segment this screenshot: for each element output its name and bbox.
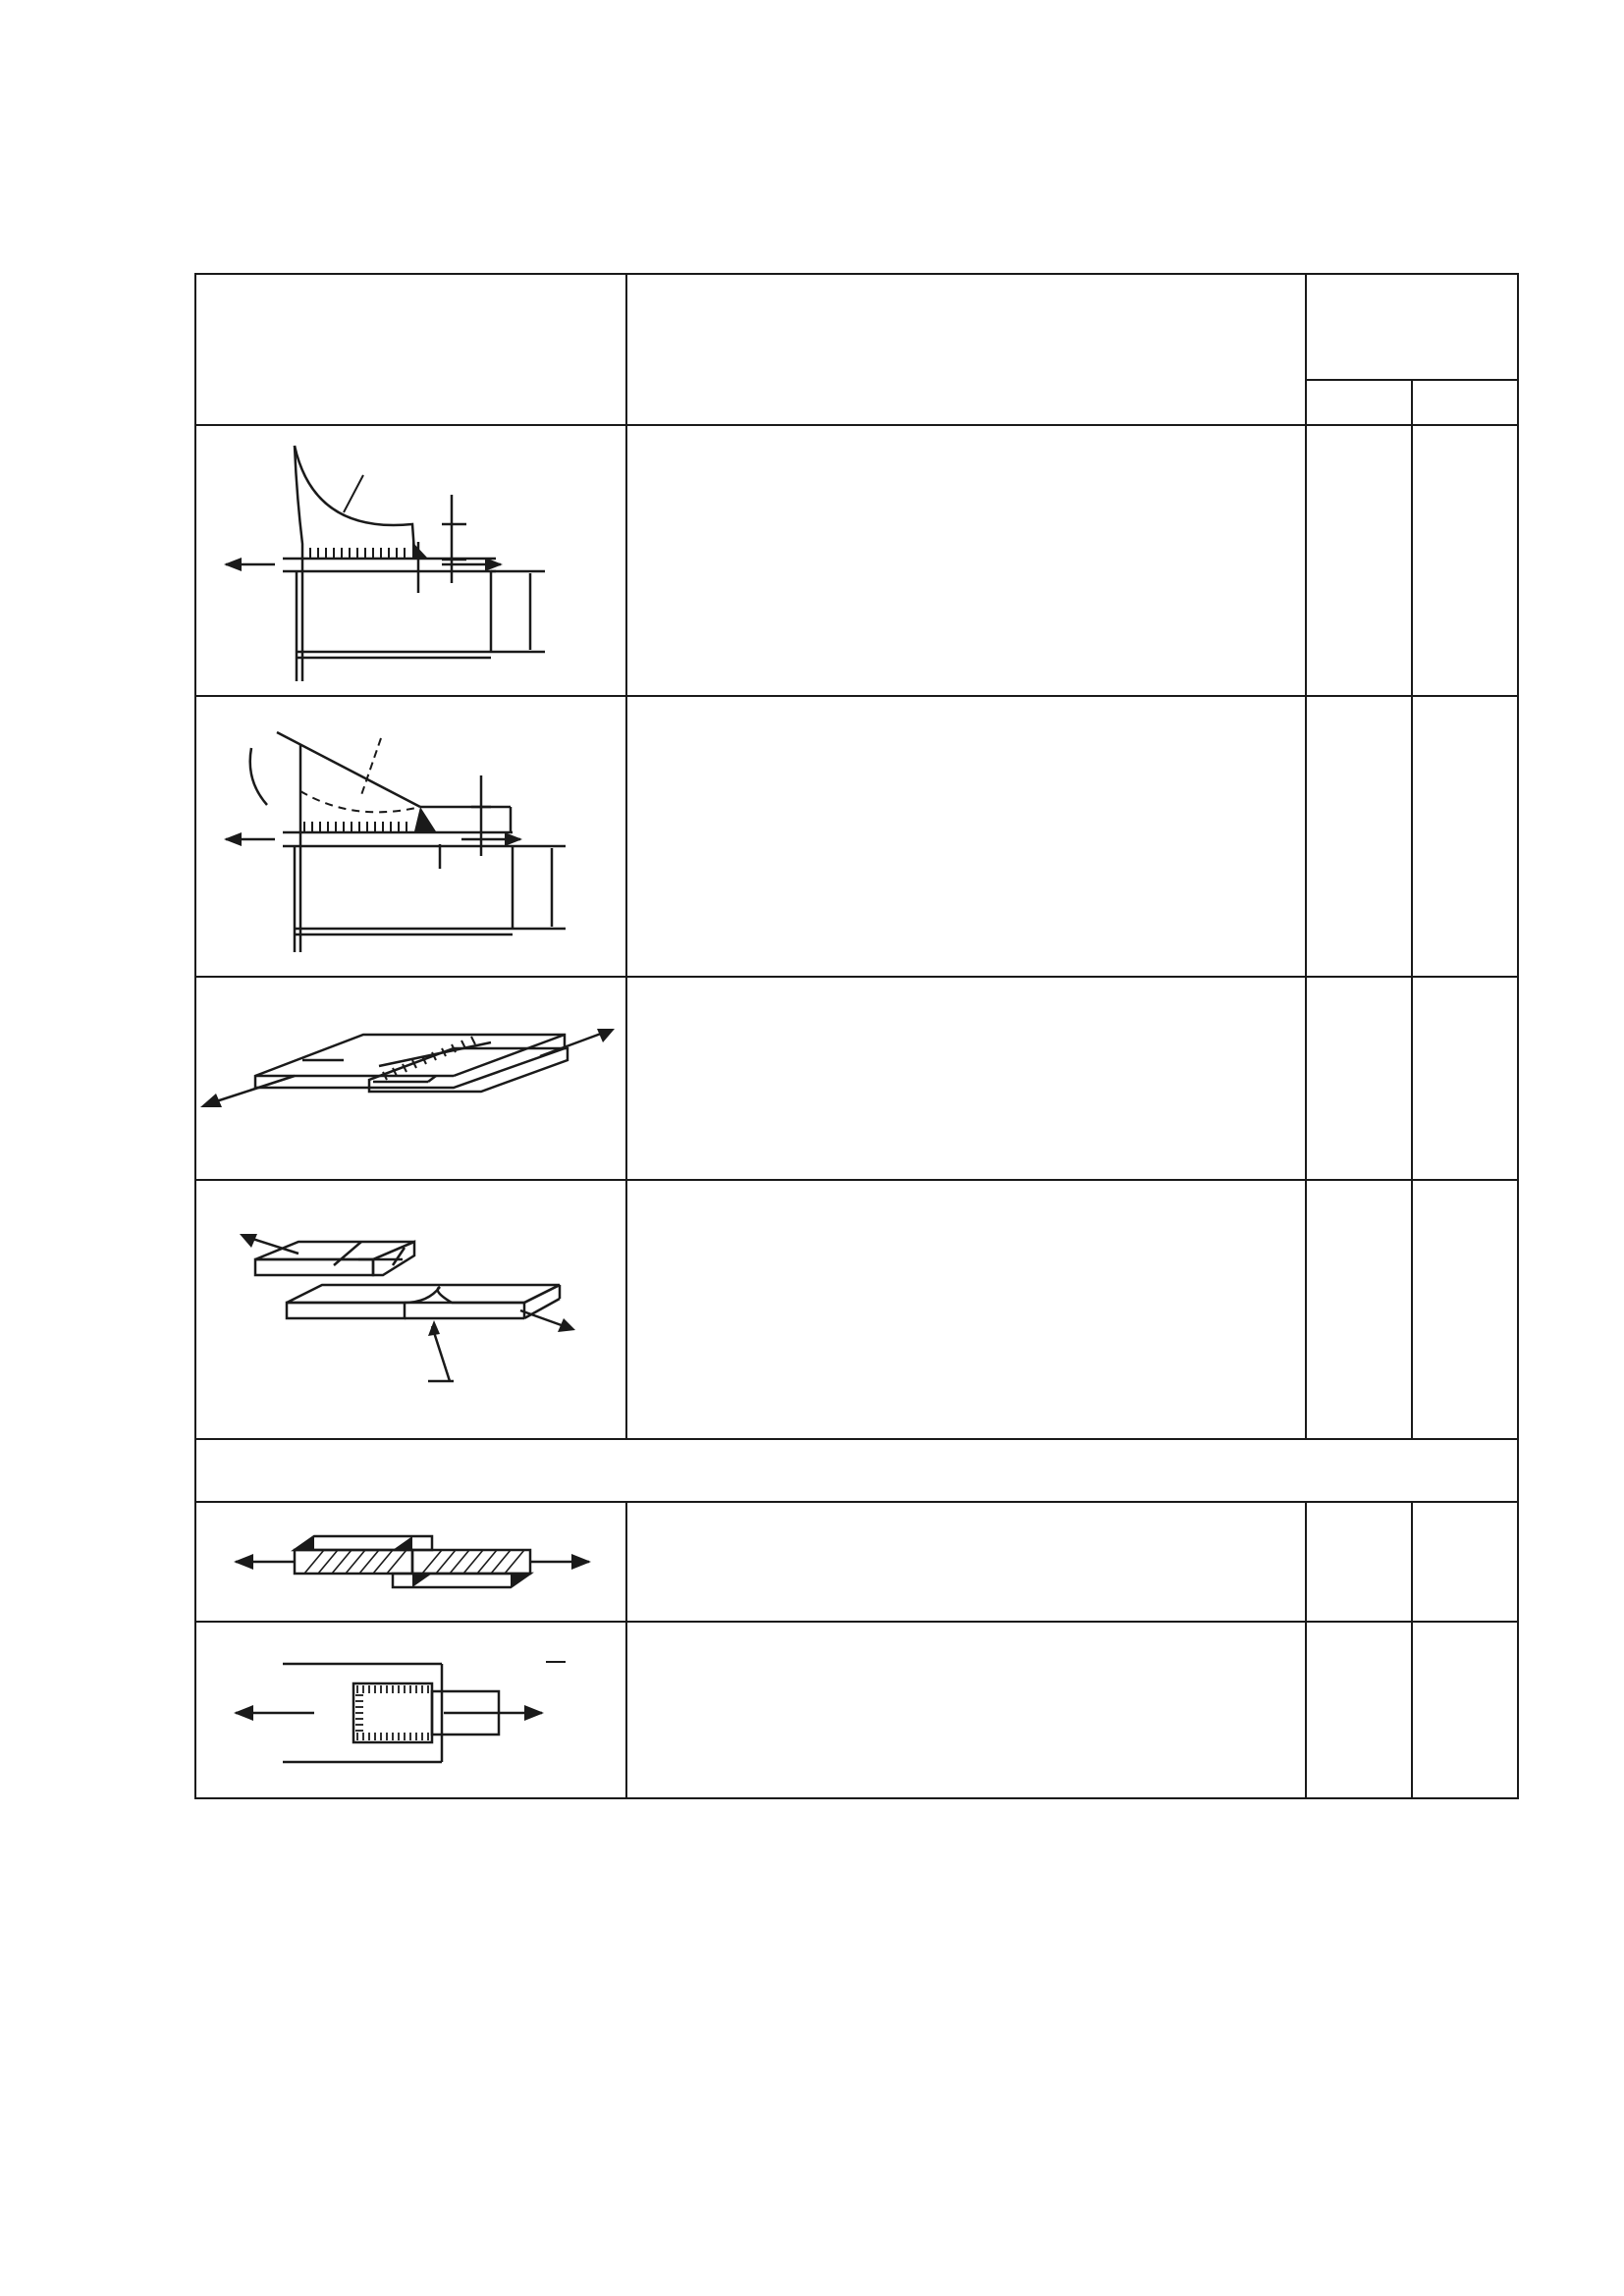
table-10 [194, 273, 1519, 1799]
section-600-title [195, 1439, 1518, 1502]
al-value-525 [1412, 977, 1518, 1180]
al-value-612 [1412, 1622, 1518, 1798]
st-value-525 [1306, 977, 1412, 1180]
sketch-525 [195, 977, 626, 1180]
description-526 [626, 1180, 1306, 1439]
col-header-coefficient [1306, 274, 1518, 380]
col-header-description [626, 274, 1306, 425]
description-522 [626, 425, 1306, 696]
description-523 [626, 696, 1306, 977]
st-value-523 [1306, 696, 1412, 977]
description-525 [626, 977, 1306, 1180]
al-value-526 [1412, 1180, 1518, 1439]
st-value-526 [1306, 1180, 1412, 1439]
description-612 [626, 1622, 1306, 1798]
table-row [195, 696, 1518, 977]
sketch-523 [195, 696, 626, 977]
sketch-522-drawing [196, 426, 627, 695]
st-value-522 [1306, 425, 1412, 696]
al-value-522 [1412, 425, 1518, 696]
table-section-row [195, 1439, 1518, 1502]
st-value-612 [1306, 1622, 1412, 1798]
sketch-612 [195, 1622, 626, 1798]
sketch-612-drawing [196, 1623, 627, 1797]
sketch-526-drawing [196, 1181, 627, 1438]
al-value-523 [1412, 696, 1518, 977]
table-row [195, 425, 1518, 696]
col-header-sketch [195, 274, 626, 425]
al-value-611 [1412, 1502, 1518, 1622]
table-row [195, 1502, 1518, 1622]
sketch-611 [195, 1502, 626, 1622]
sketch-523-drawing [196, 697, 627, 976]
table-row [195, 1180, 1518, 1439]
sketch-525-drawing [196, 978, 627, 1179]
st-value-611 [1306, 1502, 1412, 1622]
col-header-al [1412, 380, 1518, 425]
sketch-526 [195, 1180, 626, 1439]
sketch-522 [195, 425, 626, 696]
col-header-st [1306, 380, 1412, 425]
table-row [195, 977, 1518, 1180]
description-611 [626, 1502, 1306, 1622]
table-row [195, 1622, 1518, 1798]
sketch-611-drawing [196, 1503, 627, 1621]
